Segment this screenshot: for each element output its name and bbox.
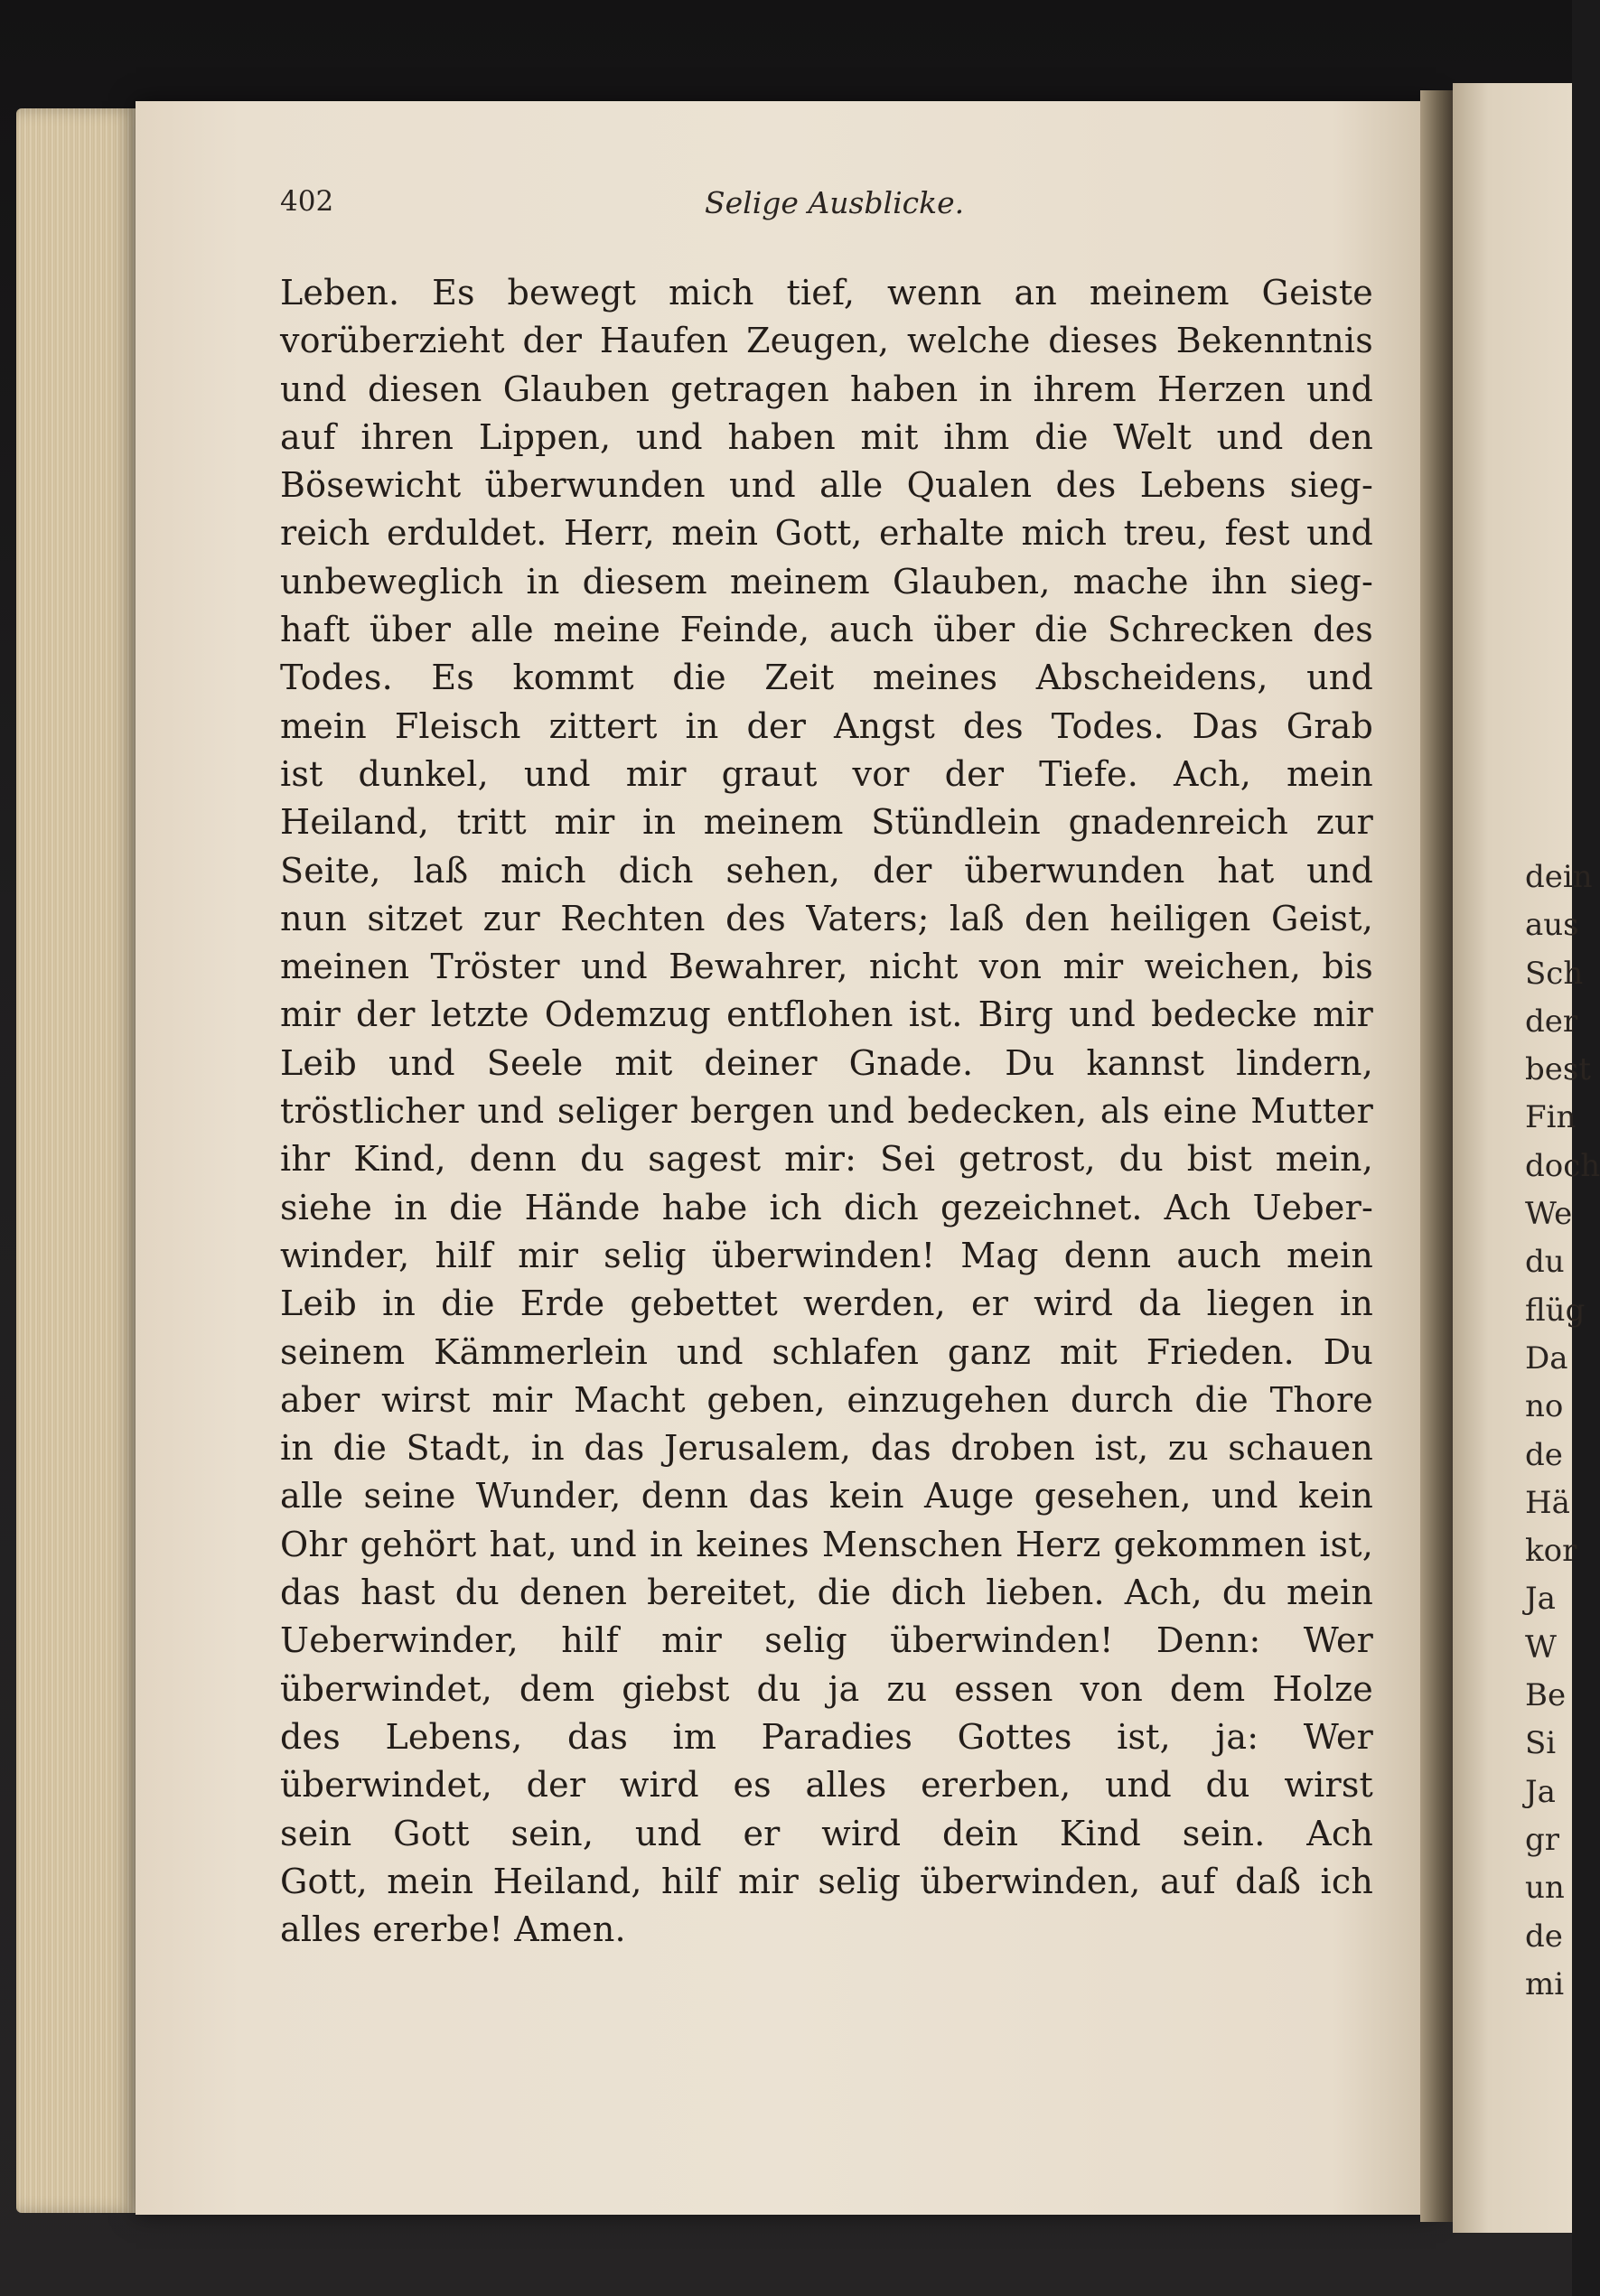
text-line: mir der letzte Odemzug entflohen ist. Birg und bedecke mir (280, 994, 1373, 1035)
text-line: Heiland, tritt mir in meinem Stündlein gnadenreich zur (280, 802, 1373, 843)
text-line: alle seine Wunder, denn das kein Auge gesehen, und kein (280, 1476, 1373, 1517)
fragment: der (1525, 1003, 1578, 1040)
fragment: Si (1525, 1725, 1557, 1762)
text-line: Todes. Es kommt die Zeit meines Abscheidens, und (280, 658, 1373, 698)
text-line: und diesen Glauben getragen haben in ihrem Herzen und (280, 369, 1373, 409)
text-line: mein Fleisch zittert in der Angst des Todes. Das Grab (280, 705, 1373, 746)
text-line: überwindet, der wird es alles ererben, und du wirst (280, 1765, 1373, 1806)
fragment: no (1525, 1388, 1564, 1425)
fragment: doch (1525, 1147, 1600, 1184)
text-line: ist dunkel, und mir graut vor der Tiefe. Ach, mein (280, 753, 1373, 794)
text-line: Leib und Seele mit deiner Gnade. Du kannst lindern, (280, 1042, 1373, 1083)
fragment: Da (1525, 1339, 1568, 1377)
text-line: haft über alle meine Feinde, auch über die Schrecken des (280, 610, 1373, 650)
fragment: Fin (1525, 1099, 1577, 1136)
fragment: de (1525, 1436, 1563, 1473)
text-line: in die Stadt, in das Jerusalem, das droben ist, zu schauen (280, 1428, 1373, 1469)
text-line: reich erduldet. Herr, mein Gott, erhalte mich treu, fest und (280, 513, 1373, 554)
fragment: flüg (1525, 1292, 1586, 1329)
text-line: vorüberzieht der Haufen Zeugen, welche dieses Bekenntnis (280, 321, 1373, 361)
running-title: Selige Ausblicke. (705, 185, 965, 220)
text-line: seinem Kämmerlein und schlafen ganz mit Frieden. Du (280, 1331, 1373, 1372)
text-line: sein Gott sein, und er wird dein Kind sein. Ach (280, 1813, 1373, 1853)
text-line: auf ihren Lippen, und haben mit ihm die Welt und den (280, 416, 1373, 457)
running-header (280, 185, 1382, 230)
text-line: unbeweglich in diesem meinem Glauben, mache ihn sieg- (280, 561, 1373, 602)
fragment: W (1525, 1629, 1557, 1666)
text-line: Bösewicht überwunden und alle Qualen des Lebens sieg- (280, 465, 1373, 506)
body-text (280, 269, 1373, 1954)
text-line: des Lebens, das im Paradies Gottes ist, ja: Wer (280, 1716, 1373, 1757)
text-line: Ohr gehört hat, und in keines Menschen Herz gekommen ist, (280, 1524, 1373, 1564)
fragment: Ja (1525, 1581, 1556, 1618)
text-line: Leib in die Erde gebettet werden, er wird da liegen in (280, 1283, 1373, 1324)
fragment: un (1525, 1870, 1565, 1907)
fragment: de (1525, 1918, 1563, 1955)
text-line: Gott, mein Heiland, hilf mir selig überwinden, auf daß ich (280, 1861, 1373, 1901)
fragment: mi (1525, 1965, 1565, 2002)
text-line-last: alles ererbe! Amen. (280, 1909, 626, 1950)
text-line: Leben. Es bewegt mich tief, wenn an meinem Geiste (280, 273, 1373, 313)
fragment: kor (1525, 1533, 1577, 1570)
text-line: nun sitzet zur Rechten des Vaters; laß den heiligen Geist, (280, 898, 1373, 938)
text-line: überwindet, dem giebst du ja zu essen von dem Holze (280, 1668, 1373, 1709)
fragment: gr (1525, 1821, 1560, 1858)
fragment: du (1525, 1244, 1565, 1281)
text-line: Ueberwinder, hilf mir selig überwinden! Denn: Wer (280, 1620, 1373, 1661)
text-line: das hast du denen bereitet, die dich lieben. Ach, du mein (280, 1573, 1373, 1613)
text-line: meinen Tröster und Bewahrer, nicht von mir weichen, bis (280, 947, 1373, 987)
fragment: Ja (1525, 1773, 1556, 1810)
fragment: Sch (1525, 955, 1584, 992)
fragment: best (1525, 1051, 1591, 1088)
facing-page-text-fragments (1525, 854, 1600, 2009)
book-gutter (1420, 90, 1456, 2222)
text-line: tröstlicher und seliger bergen und bedecken, als eine Mutter (280, 1091, 1373, 1132)
fragment: We (1525, 1196, 1573, 1233)
text-line: Seite, laß mich dich sehen, der überwunden hat und (280, 850, 1373, 891)
fragment: dein (1525, 859, 1593, 895)
left-page-stack-edge (16, 108, 143, 2213)
fragment: Hä (1525, 1484, 1570, 1521)
text-line: winder, hilf mir selig überwinden! Mag denn auch mein (280, 1235, 1373, 1275)
page-number: 402 (280, 185, 334, 218)
text-line: aber wirst mir Macht geben, einzugehen durch die Thore (280, 1379, 1373, 1420)
text-line: siehe in die Hände habe ich dich gezeichnet. Ach Ueber- (280, 1187, 1373, 1227)
fragment: aus (1525, 907, 1579, 944)
fragment: Be (1525, 1677, 1567, 1714)
text-line: ihr Kind, denn du sagest mir: Sei getrost, du bist mein, (280, 1139, 1373, 1180)
